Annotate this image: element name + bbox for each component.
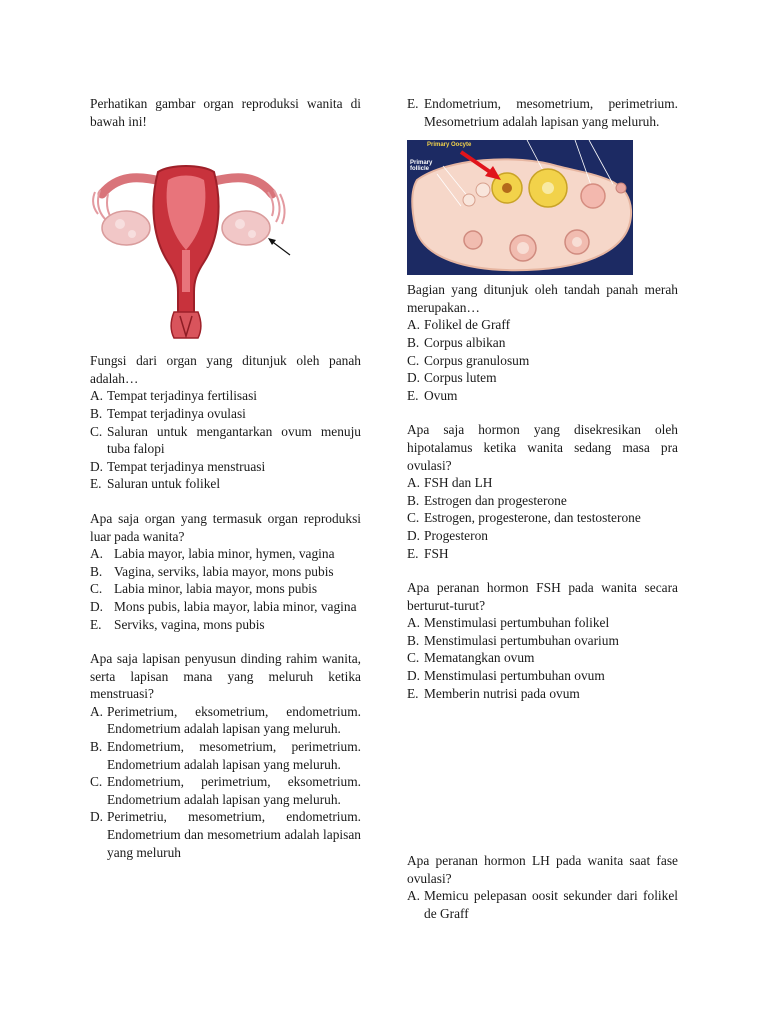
question-4 — [407, 281, 678, 404]
option-3e[interactable]: E. Endometrium, mesometrium, perimetrium. Mesometrium adalah lapisan yang meluruh. — [407, 96, 678, 129]
question-1 — [90, 95, 361, 493]
uterus-illustration — [90, 142, 361, 342]
uterus-figure — [90, 142, 361, 342]
option-4c[interactable]: C. Corpus granulosum — [407, 352, 530, 368]
option-4a[interactable]: A. Folikel de Graff — [407, 317, 511, 333]
option-2c[interactable]: C. Labia minor, labia mayor, mons pubis — [90, 581, 318, 597]
left-column — [90, 95, 361, 861]
question-5-options — [407, 474, 678, 562]
question-7-options — [407, 887, 678, 922]
option-1d[interactable]: D. Tempat terjadinya menstruasi — [90, 458, 266, 474]
question-3 — [90, 650, 361, 861]
option-6d[interactable]: D. Menstimulasi pertumbuhan ovum — [407, 668, 605, 684]
ovary-follicle-figure — [407, 140, 633, 275]
question-5-stem: Apa saja hormon yang disekresikan oleh hipotalamus ketika wanita sedang masa pra ovulasi? — [407, 422, 678, 473]
question-1-options — [90, 387, 361, 493]
option-5e[interactable]: E. FSH — [407, 545, 449, 561]
question-6-stem: Apa peranan hormon FSH pada wanita secara berturut-turut? — [407, 580, 678, 613]
question-7-block — [407, 852, 678, 922]
option-3a[interactable]: A. Perimetrium, eksometrium, endometrium. Endometrium adalah lapisan yang meluruh. — [90, 703, 361, 737]
question-3-options — [90, 703, 361, 861]
option-5a[interactable]: A. FSH dan LH — [407, 475, 493, 491]
option-1a[interactable]: A. Tempat terjadinya fertilisasi — [90, 388, 258, 404]
option-5c[interactable]: C. Estrogen, progesterone, dan testosterone — [407, 510, 641, 526]
option-6a[interactable]: A. Menstimulasi pertumbuhan folikel — [407, 615, 610, 631]
option-1e[interactable]: E. Saluran untuk folikel — [90, 476, 221, 492]
option-2e[interactable]: E. Serviks, vagina, mons pubis — [90, 616, 265, 632]
option-3d[interactable]: D. Perimetriu, mesometrium, endometrium. Endometrium dan mesometrium adalah lapisan yang meluruh — [90, 809, 361, 860]
option-2b[interactable]: B. Vagina, serviks, labia mayor, mons pubis — [90, 563, 334, 579]
primary-follicle-label: Primary follicle — [410, 160, 433, 173]
right-column — [407, 95, 678, 702]
option-5d[interactable]: D. Progesteron — [407, 527, 488, 543]
question-6-options — [407, 614, 678, 702]
option-6e[interactable]: E. Memberin nutrisi pada ovum — [407, 685, 580, 701]
question-7 — [407, 852, 678, 922]
option-3b[interactable]: B. Endometrium, mesometrium, perimetrium. Endometrium adalah lapisan yang meluruh. — [90, 739, 361, 772]
question-6 — [407, 579, 678, 702]
question-1-stem: Fungsi dari organ yang ditunjuk oleh panah adalah… — [90, 353, 361, 386]
question-5 — [407, 421, 678, 562]
option-2a[interactable]: A. Labia mayor, labia minor, hymen, vagina — [90, 546, 335, 562]
option-7a[interactable]: A. Memicu pelepasan oosit sekunder dari folikel de Graff — [407, 888, 678, 921]
option-4d[interactable]: D. Corpus lutem — [407, 370, 497, 386]
question-2-options — [90, 545, 361, 633]
question-4-options — [407, 316, 678, 404]
primary-oocyte-label: Primary Oocyte — [427, 142, 472, 149]
question-2-stem: Apa saja organ yang termasuk organ reproduksi luar pada wanita? — [90, 510, 361, 544]
option-6b[interactable]: B. Menstimulasi pertumbuhan ovarium — [407, 632, 619, 648]
question-1-instruction: Perhatikan gambar organ reproduksi wanita di bawah ini! — [90, 96, 361, 129]
option-1c[interactable]: C. Saluran untuk mengantarkan ovum menuju tuba falopi — [90, 423, 361, 457]
question-3-options-continued — [407, 95, 678, 130]
option-1b[interactable]: B. Tempat terjadinya ovulasi — [90, 405, 246, 421]
question-7-stem: Apa peranan hormon LH pada wanita saat fase ovulasi? — [407, 853, 678, 886]
option-6c[interactable]: C. Mematangkan ovum — [407, 650, 535, 666]
ovary-follicle-illustration — [407, 140, 633, 275]
option-5b[interactable]: B. Estrogen dan progesterone — [407, 492, 567, 508]
option-3c[interactable]: C. Endometrium, perimetrium, eksometrium. Endometrium adalah lapisan yang meluruh. — [90, 774, 361, 807]
question-3-stem: Apa saja lapisan penyusun dinding rahim wanita, serta lapisan mana yang meluruh ketika menstruasi? — [90, 651, 361, 702]
option-4e[interactable]: E. Ovum — [407, 387, 458, 403]
question-2 — [90, 510, 361, 633]
option-2d[interactable]: D. Mons pubis, labia mayor, labia minor, vagina — [90, 598, 357, 614]
option-4b[interactable]: B. Corpus albikan — [407, 334, 506, 350]
question-4-stem: Bagian yang ditunjuk oleh tandah panah merah merupakan… — [407, 282, 678, 315]
